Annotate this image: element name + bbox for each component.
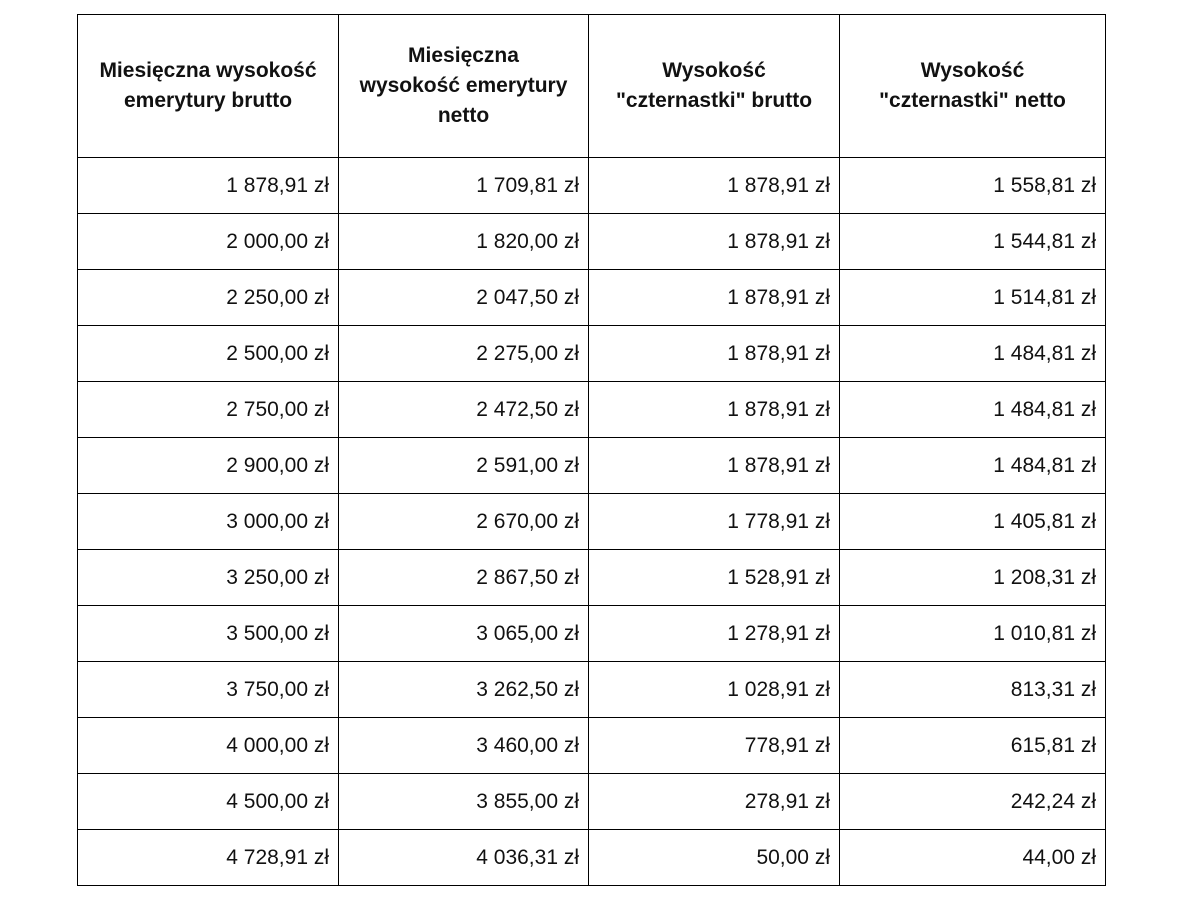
cell-gross-fourteenth: 1 878,91 zł	[589, 158, 840, 214]
cell-net-pension: 3 855,00 zł	[339, 774, 589, 830]
cell-net-pension: 3 262,50 zł	[339, 662, 589, 718]
cell-gross-fourteenth: 1 878,91 zł	[589, 214, 840, 270]
cell-net-pension: 2 472,50 zł	[339, 382, 589, 438]
cell-net-fourteenth: 1 484,81 zł	[840, 382, 1106, 438]
header-gross-pension: Miesięczna wysokość emerytury brutto	[78, 15, 339, 158]
cell-net-fourteenth: 1 208,31 zł	[840, 550, 1106, 606]
table-header-row	[78, 15, 1106, 158]
cell-gross-pension: 3 250,00 zł	[78, 550, 339, 606]
cell-net-pension: 2 047,50 zł	[339, 270, 589, 326]
table-row	[78, 214, 1106, 270]
cell-gross-fourteenth: 1 878,91 zł	[589, 270, 840, 326]
table-row	[78, 662, 1106, 718]
cell-gross-pension: 4 500,00 zł	[78, 774, 339, 830]
cell-gross-fourteenth: 1 528,91 zł	[589, 550, 840, 606]
cell-gross-pension: 2 250,00 zł	[78, 270, 339, 326]
cell-gross-fourteenth: 1 878,91 zł	[589, 382, 840, 438]
cell-gross-fourteenth: 1 028,91 zł	[589, 662, 840, 718]
cell-gross-fourteenth: 50,00 zł	[589, 830, 840, 886]
cell-net-fourteenth: 1 514,81 zł	[840, 270, 1106, 326]
cell-net-pension: 1 820,00 zł	[339, 214, 589, 270]
table-row	[78, 718, 1106, 774]
table-row	[78, 326, 1106, 382]
cell-net-fourteenth: 44,00 zł	[840, 830, 1106, 886]
cell-gross-fourteenth: 1 278,91 zł	[589, 606, 840, 662]
cell-net-fourteenth: 1 544,81 zł	[840, 214, 1106, 270]
cell-net-fourteenth: 1 010,81 zł	[840, 606, 1106, 662]
table-row	[78, 774, 1106, 830]
cell-gross-pension: 3 000,00 zł	[78, 494, 339, 550]
cell-gross-pension: 2 750,00 zł	[78, 382, 339, 438]
table-row	[78, 550, 1106, 606]
cell-gross-pension: 2 500,00 zł	[78, 326, 339, 382]
cell-gross-fourteenth: 1 878,91 zł	[589, 326, 840, 382]
cell-gross-pension: 1 878,91 zł	[78, 158, 339, 214]
cell-net-fourteenth: 1 558,81 zł	[840, 158, 1106, 214]
table-row	[78, 270, 1106, 326]
table-row	[78, 382, 1106, 438]
table-row	[78, 606, 1106, 662]
cell-gross-pension: 3 750,00 zł	[78, 662, 339, 718]
cell-gross-pension: 4 000,00 zł	[78, 718, 339, 774]
cell-net-fourteenth: 242,24 zł	[840, 774, 1106, 830]
cell-gross-pension: 3 500,00 zł	[78, 606, 339, 662]
cell-gross-fourteenth: 1 778,91 zł	[589, 494, 840, 550]
cell-net-pension: 2 670,00 zł	[339, 494, 589, 550]
cell-net-pension: 2 867,50 zł	[339, 550, 589, 606]
cell-net-fourteenth: 1 405,81 zł	[840, 494, 1106, 550]
header-net-fourteenth: Wysokość "czternastki" netto	[840, 15, 1106, 158]
cell-gross-fourteenth: 278,91 zł	[589, 774, 840, 830]
table-row	[78, 830, 1106, 886]
pension-table-container	[77, 14, 1105, 886]
header-net-pension: Miesięczna wysokość emerytury netto	[339, 15, 589, 158]
cell-net-pension: 3 065,00 zł	[339, 606, 589, 662]
cell-gross-fourteenth: 778,91 zł	[589, 718, 840, 774]
cell-net-fourteenth: 813,31 zł	[840, 662, 1106, 718]
header-gross-fourteenth: Wysokość "czternastki" brutto	[589, 15, 840, 158]
cell-net-pension: 4 036,31 zł	[339, 830, 589, 886]
cell-net-fourteenth: 1 484,81 zł	[840, 326, 1106, 382]
cell-net-fourteenth: 615,81 zł	[840, 718, 1106, 774]
cell-net-pension: 2 275,00 zł	[339, 326, 589, 382]
cell-gross-fourteenth: 1 878,91 zł	[589, 438, 840, 494]
cell-net-pension: 2 591,00 zł	[339, 438, 589, 494]
pension-table	[77, 14, 1106, 886]
cell-net-pension: 1 709,81 zł	[339, 158, 589, 214]
cell-net-pension: 3 460,00 zł	[339, 718, 589, 774]
table-row	[78, 438, 1106, 494]
table-row	[78, 494, 1106, 550]
cell-gross-pension: 2 000,00 zł	[78, 214, 339, 270]
cell-gross-pension: 2 900,00 zł	[78, 438, 339, 494]
cell-gross-pension: 4 728,91 zł	[78, 830, 339, 886]
table-row	[78, 158, 1106, 214]
cell-net-fourteenth: 1 484,81 zł	[840, 438, 1106, 494]
